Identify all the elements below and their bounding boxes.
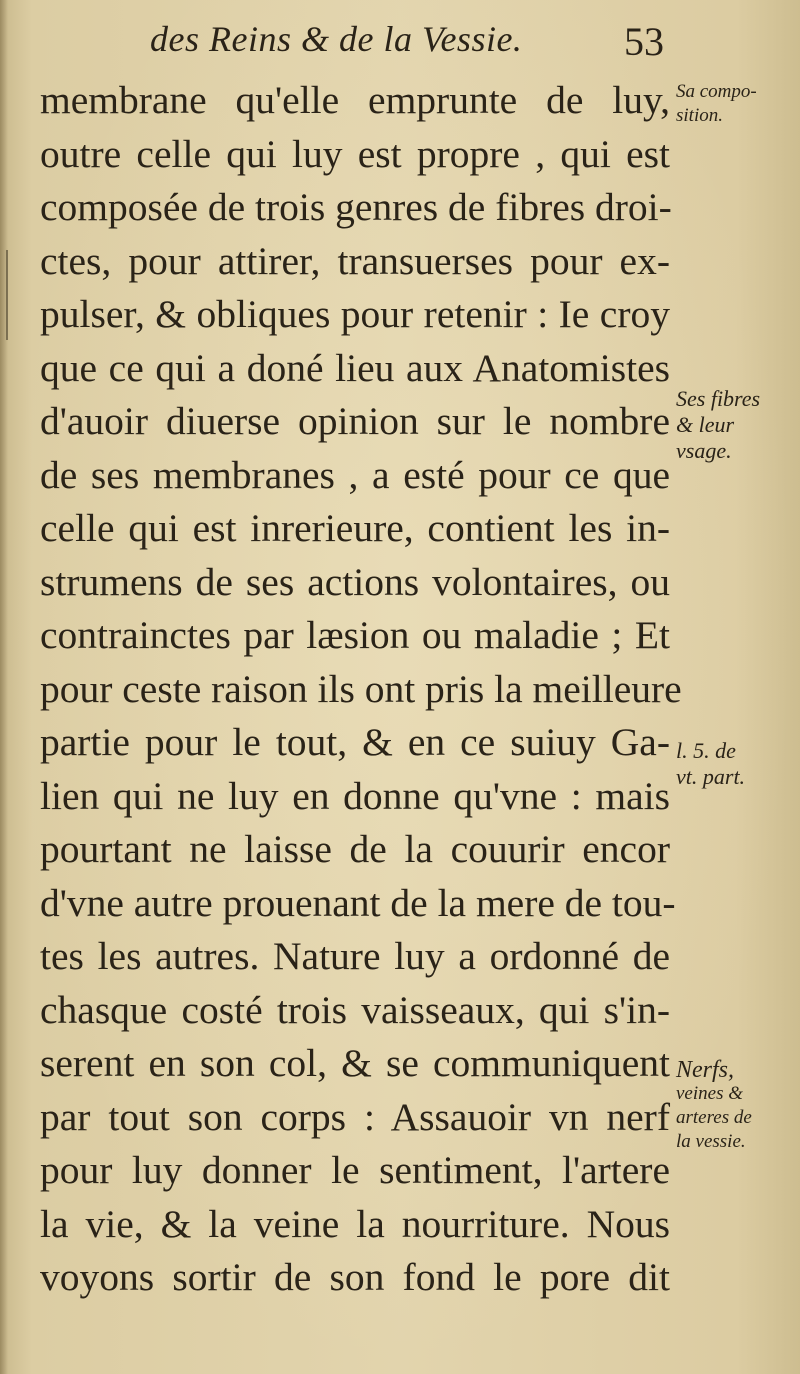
margin-note-line: vsage. <box>676 438 732 463</box>
text-line: lien qui ne luy en donne qu'vne : mais <box>40 773 670 818</box>
body-text <box>40 74 680 1305</box>
text-line: voyons sortir de son fond le pore dit <box>40 1255 670 1299</box>
margin-note-line: veines & <box>676 1083 744 1104</box>
text-line: d'vne autre prouenant de la mere de tou- <box>40 880 676 925</box>
text-line: serent en son col, & se communiquent <box>40 1041 670 1085</box>
text-line: celle qui est inrerieure, contient les in- <box>40 506 670 550</box>
margin-note-line: sition. <box>676 105 723 126</box>
margin-note-vessels <box>676 1058 752 1154</box>
margin-note-line: l. 5. de <box>676 738 736 763</box>
margin-note-line: arteres de <box>676 1107 752 1128</box>
text-line: ctes, pour attirer, transuerses pour ex- <box>40 238 670 283</box>
page-edge-mark <box>6 250 8 340</box>
text-line: pulser, & obliques pour retenir : Ie croy <box>40 292 670 336</box>
text-line: la vie, & la veine la nourriture. Nous <box>40 1201 670 1246</box>
page-edge-shadow <box>0 0 8 1374</box>
text-line: d'auoir diuerse opinion sur le nombre <box>40 399 670 443</box>
margin-note-composition <box>676 80 757 128</box>
running-header <box>150 18 690 68</box>
text-line: outre celle qui luy est propre , qui est <box>40 131 670 176</box>
margin-note-line: la vessie. <box>676 1131 746 1152</box>
text-line: contrainctes par læsion ou maladie ; Et <box>40 613 670 657</box>
text-line: composée de trois genres de fibres droi- <box>40 185 672 229</box>
margin-note-line: Nerfs, <box>676 1057 735 1083</box>
margin-note-line: Ses fibres <box>676 386 761 411</box>
text-line: tes les autres. Nature luy a ordonné de <box>40 934 670 978</box>
text-line: strumens de ses actions volontaires, ou <box>40 559 670 604</box>
text-line: partie pour le tout, & en ce suiuy Ga- <box>40 720 670 764</box>
running-title: des Reins & de la Vessie. <box>150 19 523 59</box>
text-line: par tout son corps : Assauoir vn nerf <box>40 1094 670 1139</box>
margin-note-line: Sa compo- <box>676 81 757 102</box>
text-line: chasque costé trois vaisseaux, qui s'in- <box>40 987 670 1032</box>
text-line: de ses membranes , a esté pour ce que <box>40 452 670 497</box>
margin-note-reference <box>676 738 745 790</box>
margin-note-fibres <box>676 386 760 464</box>
margin-note-line: vt. part. <box>676 764 746 789</box>
text-line: pour ceste raison ils ont pris la meilleure <box>40 666 682 711</box>
margin-note-line: & leur <box>676 412 735 437</box>
text-line: membrane qu'elle emprunte de luy, <box>40 78 670 122</box>
text-line: pour luy donner le sentiment, l'artere <box>40 1148 670 1192</box>
text-line: pourtant ne laisse de la couurir encor <box>40 827 670 871</box>
page-number: 53 <box>624 19 664 64</box>
text-line: que ce qui a doné lieu aux Anatomistes <box>40 345 670 390</box>
